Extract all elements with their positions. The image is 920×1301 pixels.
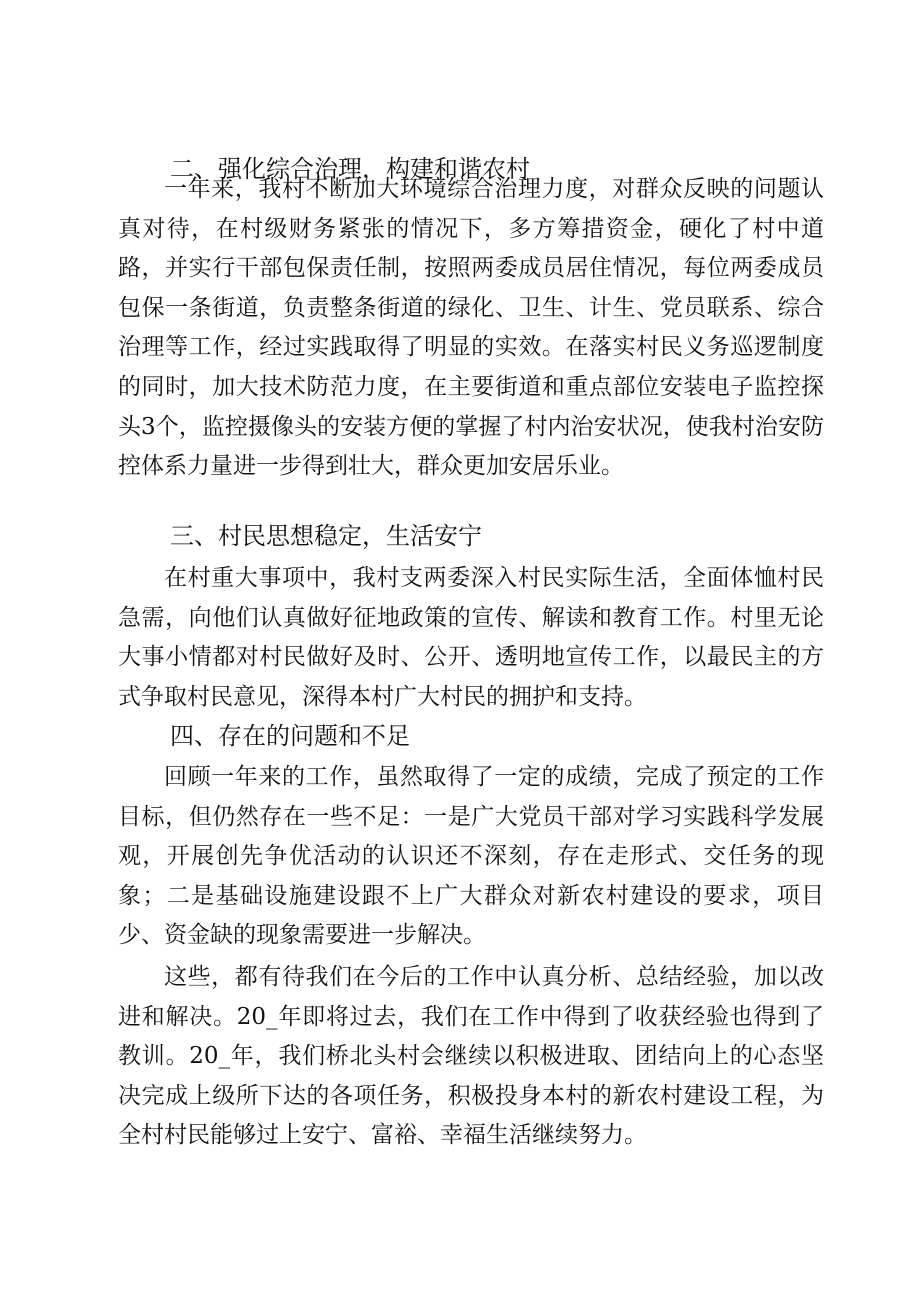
section-heading-governance: 二、强化综合治理，构建和谐农村 <box>170 155 530 183</box>
section-paragraph-stability: 在村重大事项中，我村支两委深入村民实际生活，全面体恤村民急需，向他们认真做好征地政策的宣传、解读和教育工作。村里无论大事小情都对村民做好及时、公开、透明地宣传工作，以最民主的方式争取村民意见，深得本村广大村民的拥护和支持。 <box>118 565 824 710</box>
closing-paragraph: 这些，都有待我们在今后的工作中认真分析、总结经验，加以改进和解决。20_年即将过去，我们在工作中得到了收获经验也得到了教训。20_年，我们桥北头村会继续以积极进取、团结向上的心态坚决完成上级所下达的各项任务，积极投身本村的新农村建设工程，为全村村民能够过上安宁、富裕、幸福生活继续努力。 <box>118 964 824 1149</box>
section-heading-stability: 三、村民思想稳定，生活安宁 <box>170 522 482 550</box>
section-paragraph-problems: 回顾一年来的工作，虽然取得了一定的成绩，完成了预定的工作目标，但仍然存在一些不足：一是广大党员干部对学习实践科学发展观，开展创先争优活动的认识还不深刻，存在走形式、交任务的现象；二是基础设施建设跟不上广大群众对新农村建设的要求，项目少、资金缺的现象需要进一步解决。 <box>118 764 824 949</box>
section-paragraph-governance: 一年来，我村不断加大环境综合治理力度，对群众反映的问题认真对待，在村级财务紧张的情况下，多方筹措资金，硬化了村中道路，并实行干部包保责任制，按照两委成员居住情况，每位两委成员包保一条街道，负责整条街道的绿化、卫生、计生、党员联系、综合治理等工作，经过实践取得了明显的实效。在落实村民义务巡逻制度的同时，加大技术防范力度，在主要街道和重点部位安装电子监控探头3个，监控摄像头的安装方便的掌握了村内治安状况，使我村治安防控体系力量进一步得到壮大，群众更加安居乐业。 <box>118 176 824 480</box>
section-heading-problems: 四、存在的问题和不足 <box>170 722 410 750</box>
